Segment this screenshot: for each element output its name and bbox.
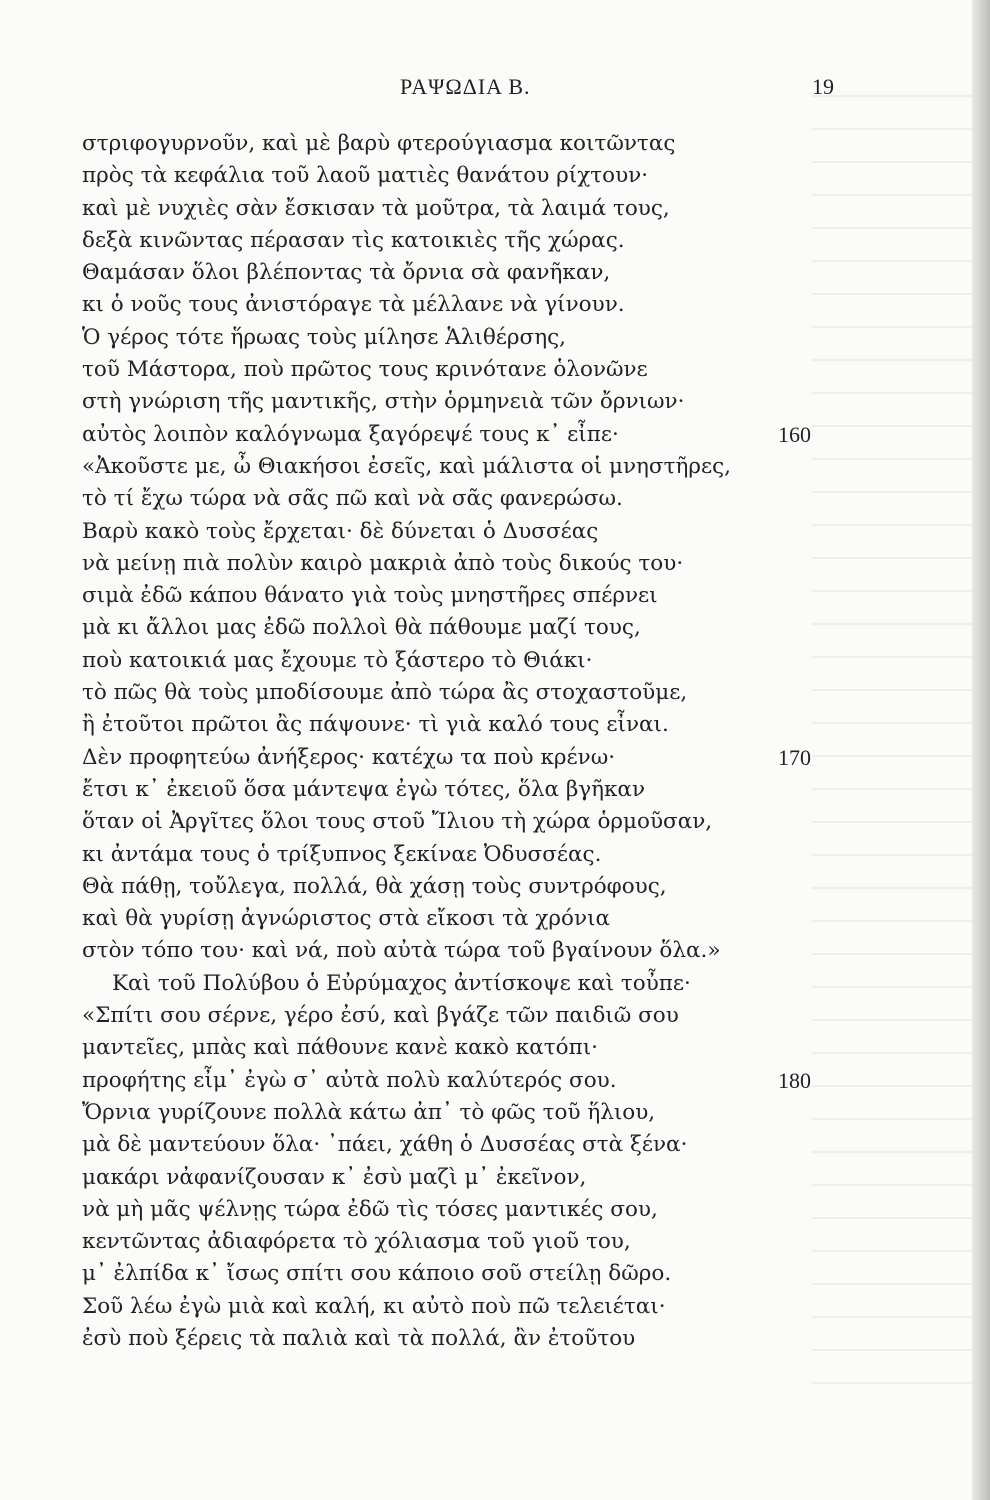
verse-line xyxy=(82,935,822,967)
verse-text-block xyxy=(82,128,822,1355)
page-number: 19 xyxy=(812,74,834,99)
verse-line xyxy=(82,548,822,580)
verse-line-text: αὐτὸς λοιπὸν καλόγνωμα ξαγόρεψέ τους κ᾽ εἶπε· xyxy=(82,421,619,447)
verse-line-text: νὰ μείνῃ πιὰ πολὺν καιρὸ μακριὰ ἀπὸ τοὺς δικούς του· xyxy=(82,550,684,576)
verse-line-text: Βαρὺ κακὸ τοὺς ἔρχεται· δὲ δύνεται ὁ Δυσσέας xyxy=(82,518,599,544)
verse-line-text: κι ἀντάμα τους ὁ τρίξυπνος ξεκίναε Ὀδυσσέας. xyxy=(82,841,602,867)
verse-line xyxy=(82,1194,822,1226)
verse-line xyxy=(82,709,822,741)
verse-line xyxy=(82,419,822,451)
verse-line xyxy=(82,451,822,483)
verse-line-text: δεξὰ κινῶντας πέρασαν τὶς κατοικιὲς τῆς χώρας. xyxy=(82,227,625,253)
verse-line-text: μὰ κι ἄλλοι μας ἐδῶ πολλοὶ θὰ πάθουμε μαζί τους, xyxy=(82,615,641,641)
verse-line xyxy=(82,839,822,871)
verse-line-text: στὴ γνώριση τῆς μαντικῆς, στὴν ὁρμηνειὰ τῶν ὄρνιων· xyxy=(82,389,685,415)
verse-line xyxy=(82,483,822,515)
verse-line xyxy=(82,354,822,386)
verse-line-text: «Σπίτι σου σέρνε, γέρο ἐσύ, καὶ βγάζε τῶν παιδιῶ σου xyxy=(82,1003,679,1029)
verse-line xyxy=(82,774,822,806)
verse-line xyxy=(82,580,822,612)
verse-line xyxy=(82,160,822,192)
verse-line-text: ἔτσι κ᾽ ἐκειοῦ ὅσα μάντεψα ἐγὼ τότες, ὅλα βγῆκαν xyxy=(82,776,646,802)
line-number: 160 xyxy=(778,421,811,447)
line-number: 180 xyxy=(778,1067,811,1093)
verse-line-text: τὸ πῶς θὰ τοὺς μποδίσουμε ἀπὸ τώρα ἂς στοχαστοῦμε, xyxy=(82,680,688,706)
verse-line xyxy=(82,322,822,354)
verse-line xyxy=(82,1323,822,1355)
verse-line xyxy=(82,1162,822,1194)
verse-line xyxy=(82,1291,822,1323)
verse-line-text: ἢ ἐτοῦτοι πρῶτοι ἂς πάψουνε· τὶ γιὰ καλό τους εἶναι. xyxy=(82,712,669,738)
verse-line xyxy=(82,742,822,774)
verse-line xyxy=(82,1226,822,1258)
verse-line-text: «Ἀκοῦστε με, ὦ Θιακήσοι ἐσεῖς, καὶ μάλιστα οἱ μνηστῆρες, xyxy=(82,453,732,479)
verse-line xyxy=(82,806,822,838)
verse-line-text: καὶ μὲ νυχιὲς σὰν ἔσκισαν τὰ μοῦτρα, τὰ λαιμά τους, xyxy=(82,195,670,221)
verse-line-text: προφήτης εἶμ᾽ ἐγὼ σ᾽ αὐτὰ πολὺ καλύτερός σου. xyxy=(82,1067,617,1093)
verse-line xyxy=(82,289,822,321)
verse-line-text: ὅταν οἱ Ἀργῖτες ὅλοι τους στοῦ Ἴλιου τὴ χώρα ὁρμοῦσαν, xyxy=(82,809,713,835)
page-edge-shadow xyxy=(972,0,990,1500)
verse-line-text: κεντῶντας ἀδιαφόρετα τὸ χόλιασμα τοῦ γιοῦ του, xyxy=(82,1229,631,1255)
verse-line-text: ποὺ κατοικιά μας ἔχουμε τὸ ξάστερο τὸ Θιάκι· xyxy=(82,647,593,673)
verse-line-text: Θαμάσαν ὅλοι βλέποντας τὰ ὄρνια σὰ φανῆκαν, xyxy=(82,260,611,286)
verse-line xyxy=(82,645,822,677)
verse-line xyxy=(82,612,822,644)
verse-line xyxy=(82,1000,822,1032)
verse-line-text: Σοῦ λέω ἐγὼ μιὰ καὶ καλή, κι αὐτὸ ποὺ πῶ τελειέται· xyxy=(82,1293,666,1319)
verse-line-text: μακάρι νἀφανίζουσαν κ᾽ ἐσὺ μαζὶ μ᾽ ἐκεῖνον, xyxy=(82,1164,587,1190)
verse-line-text: Ὁ γέρος τότε ἥρωας τοὺς μίλησε Ἁλιθέρσης, xyxy=(82,324,566,350)
verse-line xyxy=(82,1065,822,1097)
verse-line xyxy=(82,1129,822,1161)
verse-line-text: στριφογυρνοῦν, καὶ μὲ βαρὺ φτερούγιασμα κοιτῶντας xyxy=(82,131,676,156)
verse-line-text: Ὄρνια γυρίζουνε πολλὰ κάτω ἀπ᾽ τὸ φῶς τοῦ ἥλιου, xyxy=(82,1099,656,1125)
verse-line xyxy=(82,257,822,289)
verse-line-text: Δὲν προφητεύω ἀνήξερος· κατέχω τα ποὺ κρένω· xyxy=(82,744,616,770)
verse-line xyxy=(82,1032,822,1064)
verse-line xyxy=(82,871,822,903)
verse-line-text: σιμὰ ἐδῶ κάπου θάνατο γιὰ τοὺς μνηστῆρες σπέρνει xyxy=(82,583,658,609)
verse-line xyxy=(82,1258,822,1290)
verse-line-text: στὸν τόπο του· καὶ νά, ποὺ αὐτὰ τώρα τοῦ βγαίνουν ὅλα.» xyxy=(82,938,721,964)
verse-line-text: πρὸς τὰ κεφάλια τοῦ λαοῦ ματιὲς θανάτου ρίχτουν· xyxy=(82,163,649,189)
verse-line-text: Θὰ πάθῃ, τοὔλεγα, πολλά, θὰ χάσῃ τοὺς συντρόφους, xyxy=(82,873,667,899)
verse-line-text: Καὶ τοῦ Πολύβου ὁ Εὐρύμαχος ἀντίσκοψε καὶ τοὖπε· xyxy=(112,970,691,996)
verse-line-text: τὸ τί ἔχω τώρα νὰ σᾶς πῶ καὶ νὰ σᾶς φανερώσω. xyxy=(82,486,623,512)
verse-line-text: κι ὁ νοῦς τους ἀνιστόραγε τὰ μέλλανε νὰ γίνουν. xyxy=(82,292,625,318)
facing-page-bleed-through xyxy=(812,95,972,1385)
verse-line-text: μαντεῖες, μπὰς καὶ πάθουνε κανὲ κακὸ κατόπι· xyxy=(82,1035,598,1061)
verse-line xyxy=(82,677,822,709)
line-number: 170 xyxy=(778,744,811,770)
page-header xyxy=(0,74,990,106)
verse-line xyxy=(82,193,822,225)
verse-line-text: μὰ δὲ μαντεύουν ὅλα· ᾽πάει, χάθη ὁ Δυσσέας στὰ ξένα· xyxy=(82,1132,688,1158)
verse-line xyxy=(82,386,822,418)
verse-line-text: τοῦ Μάστορα, ποὺ πρῶτος τους κρινότανε ὁλονῶνε xyxy=(82,357,648,383)
verse-line-text: καὶ θὰ γυρίσῃ ἀγνώριστος στὰ εἴκοσι τὰ χρόνια xyxy=(82,906,611,932)
verse-line-text: νὰ μὴ μᾶς ψέλνῃς τώρα ἐδῶ τὶς τόσες μαντικές σου, xyxy=(82,1196,658,1222)
verse-line xyxy=(82,516,822,548)
verse-line xyxy=(82,128,822,160)
verse-line-text: μ᾽ ἐλπίδα κ᾽ ἴσως σπίτι σου κάποιο σοῦ στείλῃ δῶρο. xyxy=(82,1261,672,1287)
verse-line xyxy=(82,1097,822,1129)
verse-line-text: ἐσὺ ποὺ ξέρεις τὰ παλιὰ καὶ τὰ πολλά, ἂν ἐτοῦτου xyxy=(82,1325,636,1351)
verse-line xyxy=(82,225,822,257)
verse-line xyxy=(82,903,822,935)
verse-line xyxy=(82,968,822,1000)
running-title: ΡΑΨΩΔΙΑ Β. xyxy=(400,74,531,99)
